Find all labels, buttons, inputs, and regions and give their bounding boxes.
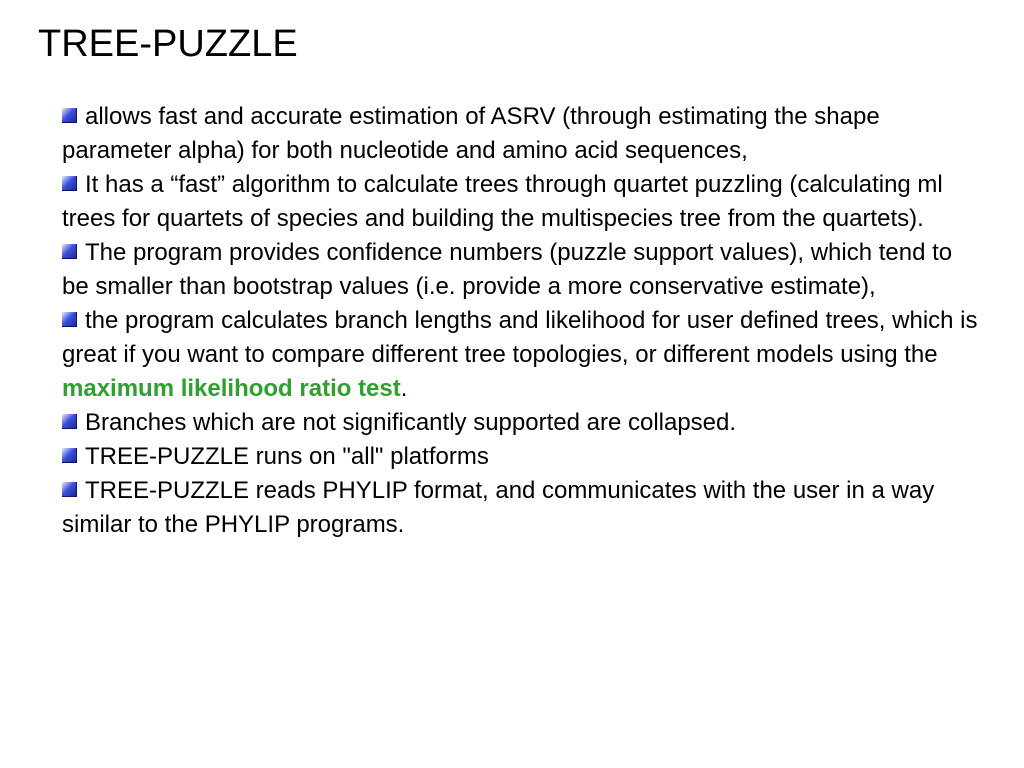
bullet-text: Branches which are not significantly supported are collapsed. <box>85 409 737 436</box>
square-bullet-icon <box>62 448 77 463</box>
bullet-text: It has a “fast” algorithm to calculate trees through quartet puzzling (calculating ml trees for quartets of species and building the multispecies tree from the quartets). <box>62 171 943 232</box>
bullet-text: TREE-PUZZLE runs on "all" platforms <box>85 443 489 470</box>
square-bullet-icon <box>62 108 77 123</box>
bullet-text: the program calculates branch lengths and likelihood for user defined trees, which is great if you want to compare different tree topologies, or different models using the <box>62 307 978 368</box>
bullet-item <box>62 168 982 236</box>
bullet-item <box>62 304 982 406</box>
bullet-item <box>62 236 982 304</box>
square-bullet-icon <box>62 414 77 429</box>
square-bullet-icon <box>62 312 77 327</box>
bullet-text: allows fast and accurate estimation of ASRV (through estimating the shape parameter alpha) for both nucleotide and amino acid sequences, <box>62 103 880 164</box>
square-bullet-icon <box>62 176 77 191</box>
bullet-text: The program provides confidence numbers (puzzle support values), which tend to be smaller than bootstrap values (i.e. provide a more conservative estimate), <box>62 239 953 300</box>
highlighted-term: maximum likelihood ratio test <box>62 375 401 402</box>
bullet-list <box>62 100 982 542</box>
bullet-item <box>62 406 982 440</box>
bullet-item <box>62 440 982 474</box>
square-bullet-icon <box>62 482 77 497</box>
square-bullet-icon <box>62 244 77 259</box>
bullet-item <box>62 100 982 168</box>
bullet-text: TREE-PUZZLE reads PHYLIP format, and communicates with the user in a way similar to the PHYLIP programs. <box>62 477 935 538</box>
bullet-item <box>62 474 982 542</box>
slide-title: TREE-PUZZLE <box>38 23 298 65</box>
bullet-text-end: . <box>400 375 408 402</box>
